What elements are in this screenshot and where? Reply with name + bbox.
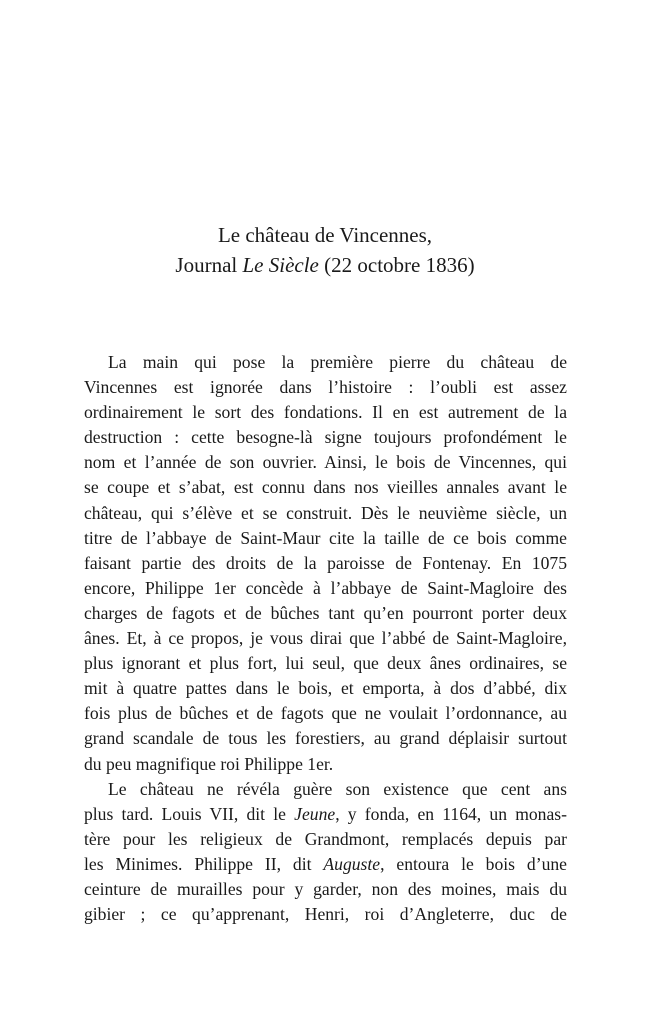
text-segment: encore, Philippe 1er concède à l’abbaye de Saint-Magloire des: [84, 577, 567, 598]
title-line-1: Le château de Vincennes,: [217, 223, 433, 247]
text-line: [84, 701, 567, 726]
text-segment: destruction : cette besogne-là signe toujours profondément le: [84, 427, 567, 448]
text-segment: se coupe et s’abat, est connu dans nos vieilles annales avant le: [84, 477, 567, 498]
text-segment: ceinture de murailles pour y garder, non des moines, mais du: [84, 878, 567, 899]
text-segment: La main qui pose la première pierre du château de: [108, 352, 567, 372]
title-date: (22 octobre 1836): [318, 253, 475, 277]
text-line: [84, 375, 567, 400]
text-segment: fois plus de bûches et de fagots que ne voulait l’ordonnance, au: [84, 703, 567, 724]
text-line: [84, 726, 567, 751]
text-line: [84, 752, 567, 777]
text-segment: ordinairement le sort des fondations. Il en est autrement de la: [84, 402, 567, 423]
text-segment: plus tard. Louis VII, dit le: [84, 803, 295, 824]
text-line: [84, 425, 567, 450]
body-text: [84, 350, 567, 927]
title-line-2: [0, 250, 650, 280]
text-segment: château, qui s’élève et se construit. Dès le neuvième siècle, un: [84, 502, 567, 523]
text-segment: tère pour les religieux de Grandmont, remplacés depuis par: [84, 828, 567, 849]
text-line: [84, 877, 567, 902]
text-line: [84, 501, 567, 526]
text-line: [84, 576, 567, 601]
text-line: [84, 852, 567, 877]
text-segment: Le château ne révéla guère son existence que cent ans: [108, 778, 567, 799]
text-line: [84, 551, 567, 576]
paragraph: [84, 350, 567, 777]
text-segment: du peu magnifique roi Philippe 1er.: [84, 753, 334, 774]
text-line: [84, 676, 567, 701]
text-segment: mit à quatre pattes dans le bois, et emporta, à dos d’abbé, dix: [84, 678, 567, 699]
text-segment: Vincennes est ignorée dans l’histoire : l’oubli est assez: [84, 377, 567, 398]
text-segment: les Minimes. Philippe II, dit: [84, 853, 324, 874]
text-segment: gibier ; ce qu’apprenant, Henri, roi d’Angleterre, duc de: [84, 904, 567, 925]
text-line: [84, 526, 567, 551]
text-segment: plus ignorant et plus fort, lui seul, que deux ânes ordinaires, se: [84, 653, 567, 674]
text-line: [84, 400, 567, 425]
text-line: [84, 350, 567, 375]
text-segment: grand scandale de tous les forestiers, au grand déplaisir surtout: [84, 728, 567, 749]
title-newspaper-name: Le Siècle: [242, 253, 319, 277]
text-line: [84, 450, 567, 475]
text-segment: , y fonda, en 1164, un monas-: [335, 803, 567, 824]
text-segment: nom et l’année de son ouvrier. Ainsi, le bois de Vincennes, qui: [84, 452, 567, 473]
text-line: [84, 777, 567, 802]
text-line: [84, 475, 567, 500]
chapter-title: [0, 220, 650, 280]
text-segment: titre de l’abbaye de Saint-Maur cite la taille de ce bois comme: [84, 527, 567, 548]
text-line: [84, 902, 567, 927]
text-line: [84, 802, 567, 827]
text-segment: ânes. Et, à ce propos, je vous dirai que l’abbé de Saint-Magloire,: [84, 628, 567, 649]
italic-text: Jeune: [294, 803, 336, 824]
text-line: [84, 827, 567, 852]
text-line: [84, 651, 567, 676]
paragraph: [84, 777, 567, 928]
text-line: [84, 601, 567, 626]
text-line: [84, 626, 567, 651]
italic-text: Auguste: [323, 853, 381, 874]
text-segment: charges de fagots et de bûches tant qu’en pourront porter deux: [84, 602, 567, 623]
text-segment: faisant partie des droits de la paroisse de Fontenay. En 1075: [84, 552, 567, 573]
text-segment: , entoura le bois d’une: [380, 853, 567, 874]
title-journal: Journal: [175, 253, 243, 277]
